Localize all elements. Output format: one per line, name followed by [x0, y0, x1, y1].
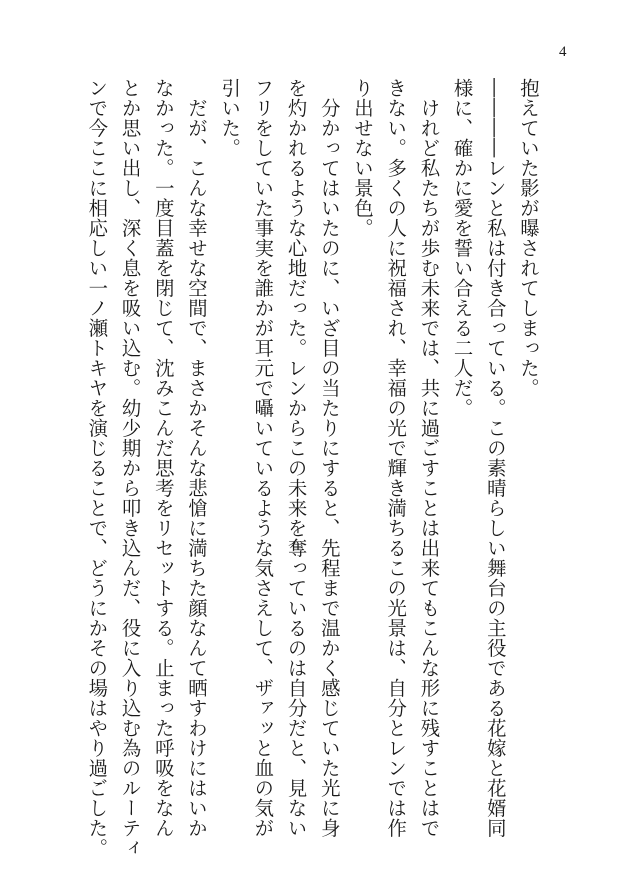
text-line: なかった。一度目蓋を閉じて、沈みこんだ思考をリセットする。止まった呼吸をなん	[151, 78, 175, 838]
text-line: フリをしていた事実を誰かが耳元で囁いているような気さえして、ザァッと血の気が	[251, 78, 275, 838]
text-line: 引いた。	[218, 78, 242, 158]
text-line: ンで今ここに相応しい一ノ瀬トキヤを演じることで、どうにかその場はやり過ごした。	[85, 78, 109, 858]
text-line: り出せない景色。	[350, 78, 374, 238]
text-line: 様に、確かに愛を誓い合える二人だ。	[450, 78, 474, 418]
text-line: きない。多くの人に祝福され、幸福の光で輝き満ちるこの光景は、自分とレンでは作	[384, 78, 408, 838]
page-number: 4	[559, 44, 567, 60]
text-line: ――――レンと私は付き合っている。この素晴らしい舞台の主役である花嫁と花婿同	[483, 78, 507, 838]
text-line: けれど私たちが歩む未来では、共に過ごすことは出来てもこんな形に残すことはで	[417, 78, 441, 838]
vertical-text-block	[80, 78, 545, 858]
text-line: を灼かれるような心地だった。レンからこの未来を奪っているのは自分だと、見ない	[284, 78, 308, 838]
text-line: 分かってはいたのに、いざ目の当たりにすると、先程まで温かく感じていた光に身	[317, 78, 341, 838]
text-line: とか思い出し、深く息を吸い込む。幼少期から叩き込んだ、役に入り込む為のルーティ	[118, 78, 142, 858]
text-line: 抱えていた影が曝されてしまった。	[517, 78, 540, 398]
text-line: だが、こんな幸せな空間で、まさかそんな悲愴に満ちた顔なんて晒すわけにはいか	[184, 78, 208, 838]
